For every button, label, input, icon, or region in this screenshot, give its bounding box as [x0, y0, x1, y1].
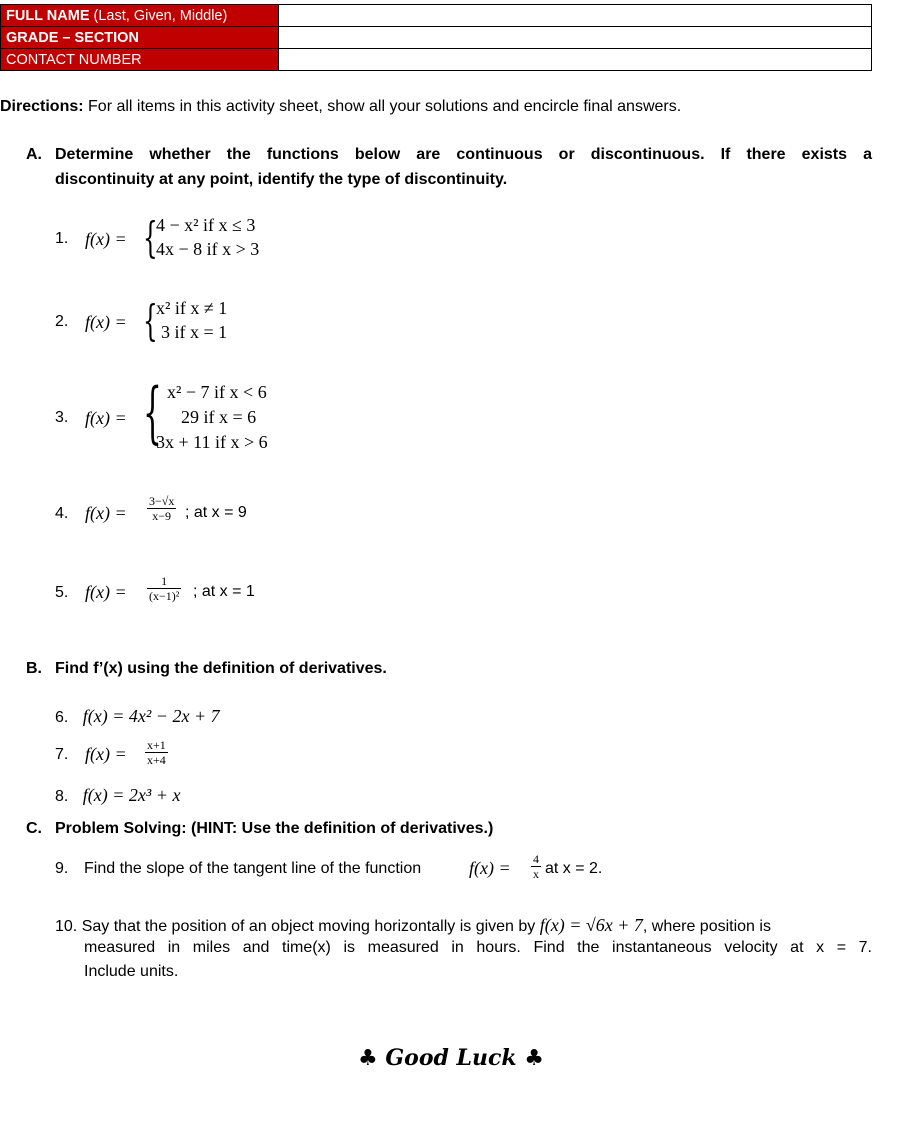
denominator: x−9 — [152, 509, 172, 523]
section-a-letter: A. — [26, 146, 42, 163]
item-lhs: f(x) = — [469, 858, 511, 878]
section-b-letter: B. — [26, 660, 42, 677]
case-1: 4 − x² if x ≤ 3 — [156, 215, 256, 235]
student-info-table — [0, 4, 872, 71]
item-expr: f(x) = 4x² − 2x + 7 — [82, 706, 220, 726]
item-lhs: f(x) = — [85, 312, 127, 332]
case-2: 4x − 8 if x > 3 — [156, 239, 260, 259]
grade-section-field[interactable] — [279, 27, 872, 49]
item-tail: ; at x = 9 — [185, 504, 247, 521]
case-1: x² − 7 if x < 6 — [167, 382, 267, 402]
case-2: 29 if x = 6 — [181, 407, 257, 427]
case-1: x² if x ≠ 1 — [156, 298, 228, 318]
denominator: (x−1)² — [149, 589, 180, 603]
full-name-label: FULL NAME (Last, Given, Middle) — [1, 5, 279, 27]
item-lhs: f(x) = — [85, 582, 127, 602]
fraction — [531, 852, 541, 881]
left-brace-icon: { — [143, 213, 158, 262]
directions-label: Directions: — [0, 98, 84, 115]
fraction — [145, 738, 168, 767]
item-number: 1. — [55, 230, 69, 247]
item-number: 4. — [55, 505, 69, 522]
numerator: 1 — [147, 574, 181, 589]
contact-number-field[interactable] — [279, 49, 872, 71]
item-number: 8. — [55, 788, 69, 805]
grade-section-label: GRADE – SECTION — [1, 27, 279, 49]
item-number: 6. — [55, 709, 69, 726]
good-luck-footer: ♣ Good Luck ♣ — [357, 1045, 545, 1071]
numerator: x+1 — [147, 738, 166, 752]
fraction — [147, 494, 176, 523]
item-10-math: f(x) = √6x + 7 — [539, 915, 643, 935]
directions-text: For all items in this activity sheet, show all your solutions and encircle final answers. — [83, 98, 682, 115]
section-a-title-line1: Determine whether the functions below are continuous or discontinuous. If there exists a — [55, 146, 872, 163]
contact-number-row — [1, 49, 872, 71]
denominator: x — [533, 867, 539, 881]
item-10-text-b: , where position is — [642, 918, 771, 935]
item-10-line2: measured in miles and time(x) is measured in hours. Find the instantaneous velocity at x = 7. — [84, 939, 872, 956]
item-8 — [55, 785, 180, 806]
fraction — [147, 574, 181, 603]
item-text: Find the slope of the tangent line of the function — [84, 860, 422, 877]
item-6 — [55, 706, 220, 727]
item-number: 2. — [55, 313, 69, 330]
grade-section-row — [1, 27, 872, 49]
left-brace-icon: { — [143, 374, 162, 451]
item-10 — [55, 915, 872, 987]
section-c-letter: C. — [26, 820, 42, 837]
section-b-title: Find f’(x) using the definition of derivatives. — [55, 660, 387, 677]
item-lhs: f(x) = — [85, 503, 127, 523]
denominator: x+4 — [147, 753, 166, 767]
section-a-title-line2: discontinuity at any point, identify the type of discontinuity. — [55, 171, 508, 188]
item-number: 5. — [55, 584, 69, 601]
item-lhs: f(x) = — [85, 408, 127, 428]
numerator: 4 — [533, 852, 539, 866]
directions — [0, 98, 681, 116]
full-name-row — [1, 5, 872, 27]
contact-number-label: CONTACT NUMBER — [1, 49, 279, 71]
item-9 — [55, 852, 875, 888]
numerator: 3−√x — [149, 494, 175, 508]
item-number: 7. — [55, 746, 69, 763]
item-number: 3. — [55, 409, 69, 426]
item-tail: at x = 2. — [545, 860, 603, 877]
section-c-title: Problem Solving: (HINT: Use the definition of derivatives.) — [55, 820, 494, 837]
left-brace-icon: { — [143, 296, 158, 345]
item-10-line3: Include units. — [84, 963, 179, 980]
case-2: 3 if x = 1 — [161, 322, 228, 342]
item-number: 9. — [55, 860, 69, 877]
item-lhs: f(x) = — [85, 744, 127, 764]
item-10-line1 — [55, 915, 872, 939]
full-name-field[interactable] — [279, 5, 872, 27]
item-lhs: f(x) = — [85, 229, 127, 249]
item-expr: f(x) = 2x³ + x — [82, 785, 181, 805]
item-10-text-a: Say that the position of an object moving horizontally is given by — [81, 918, 540, 935]
case-3: 3x + 11 if x > 6 — [156, 432, 268, 452]
item-tail: ; at x = 1 — [193, 583, 255, 600]
item-number: 10. — [55, 918, 78, 935]
